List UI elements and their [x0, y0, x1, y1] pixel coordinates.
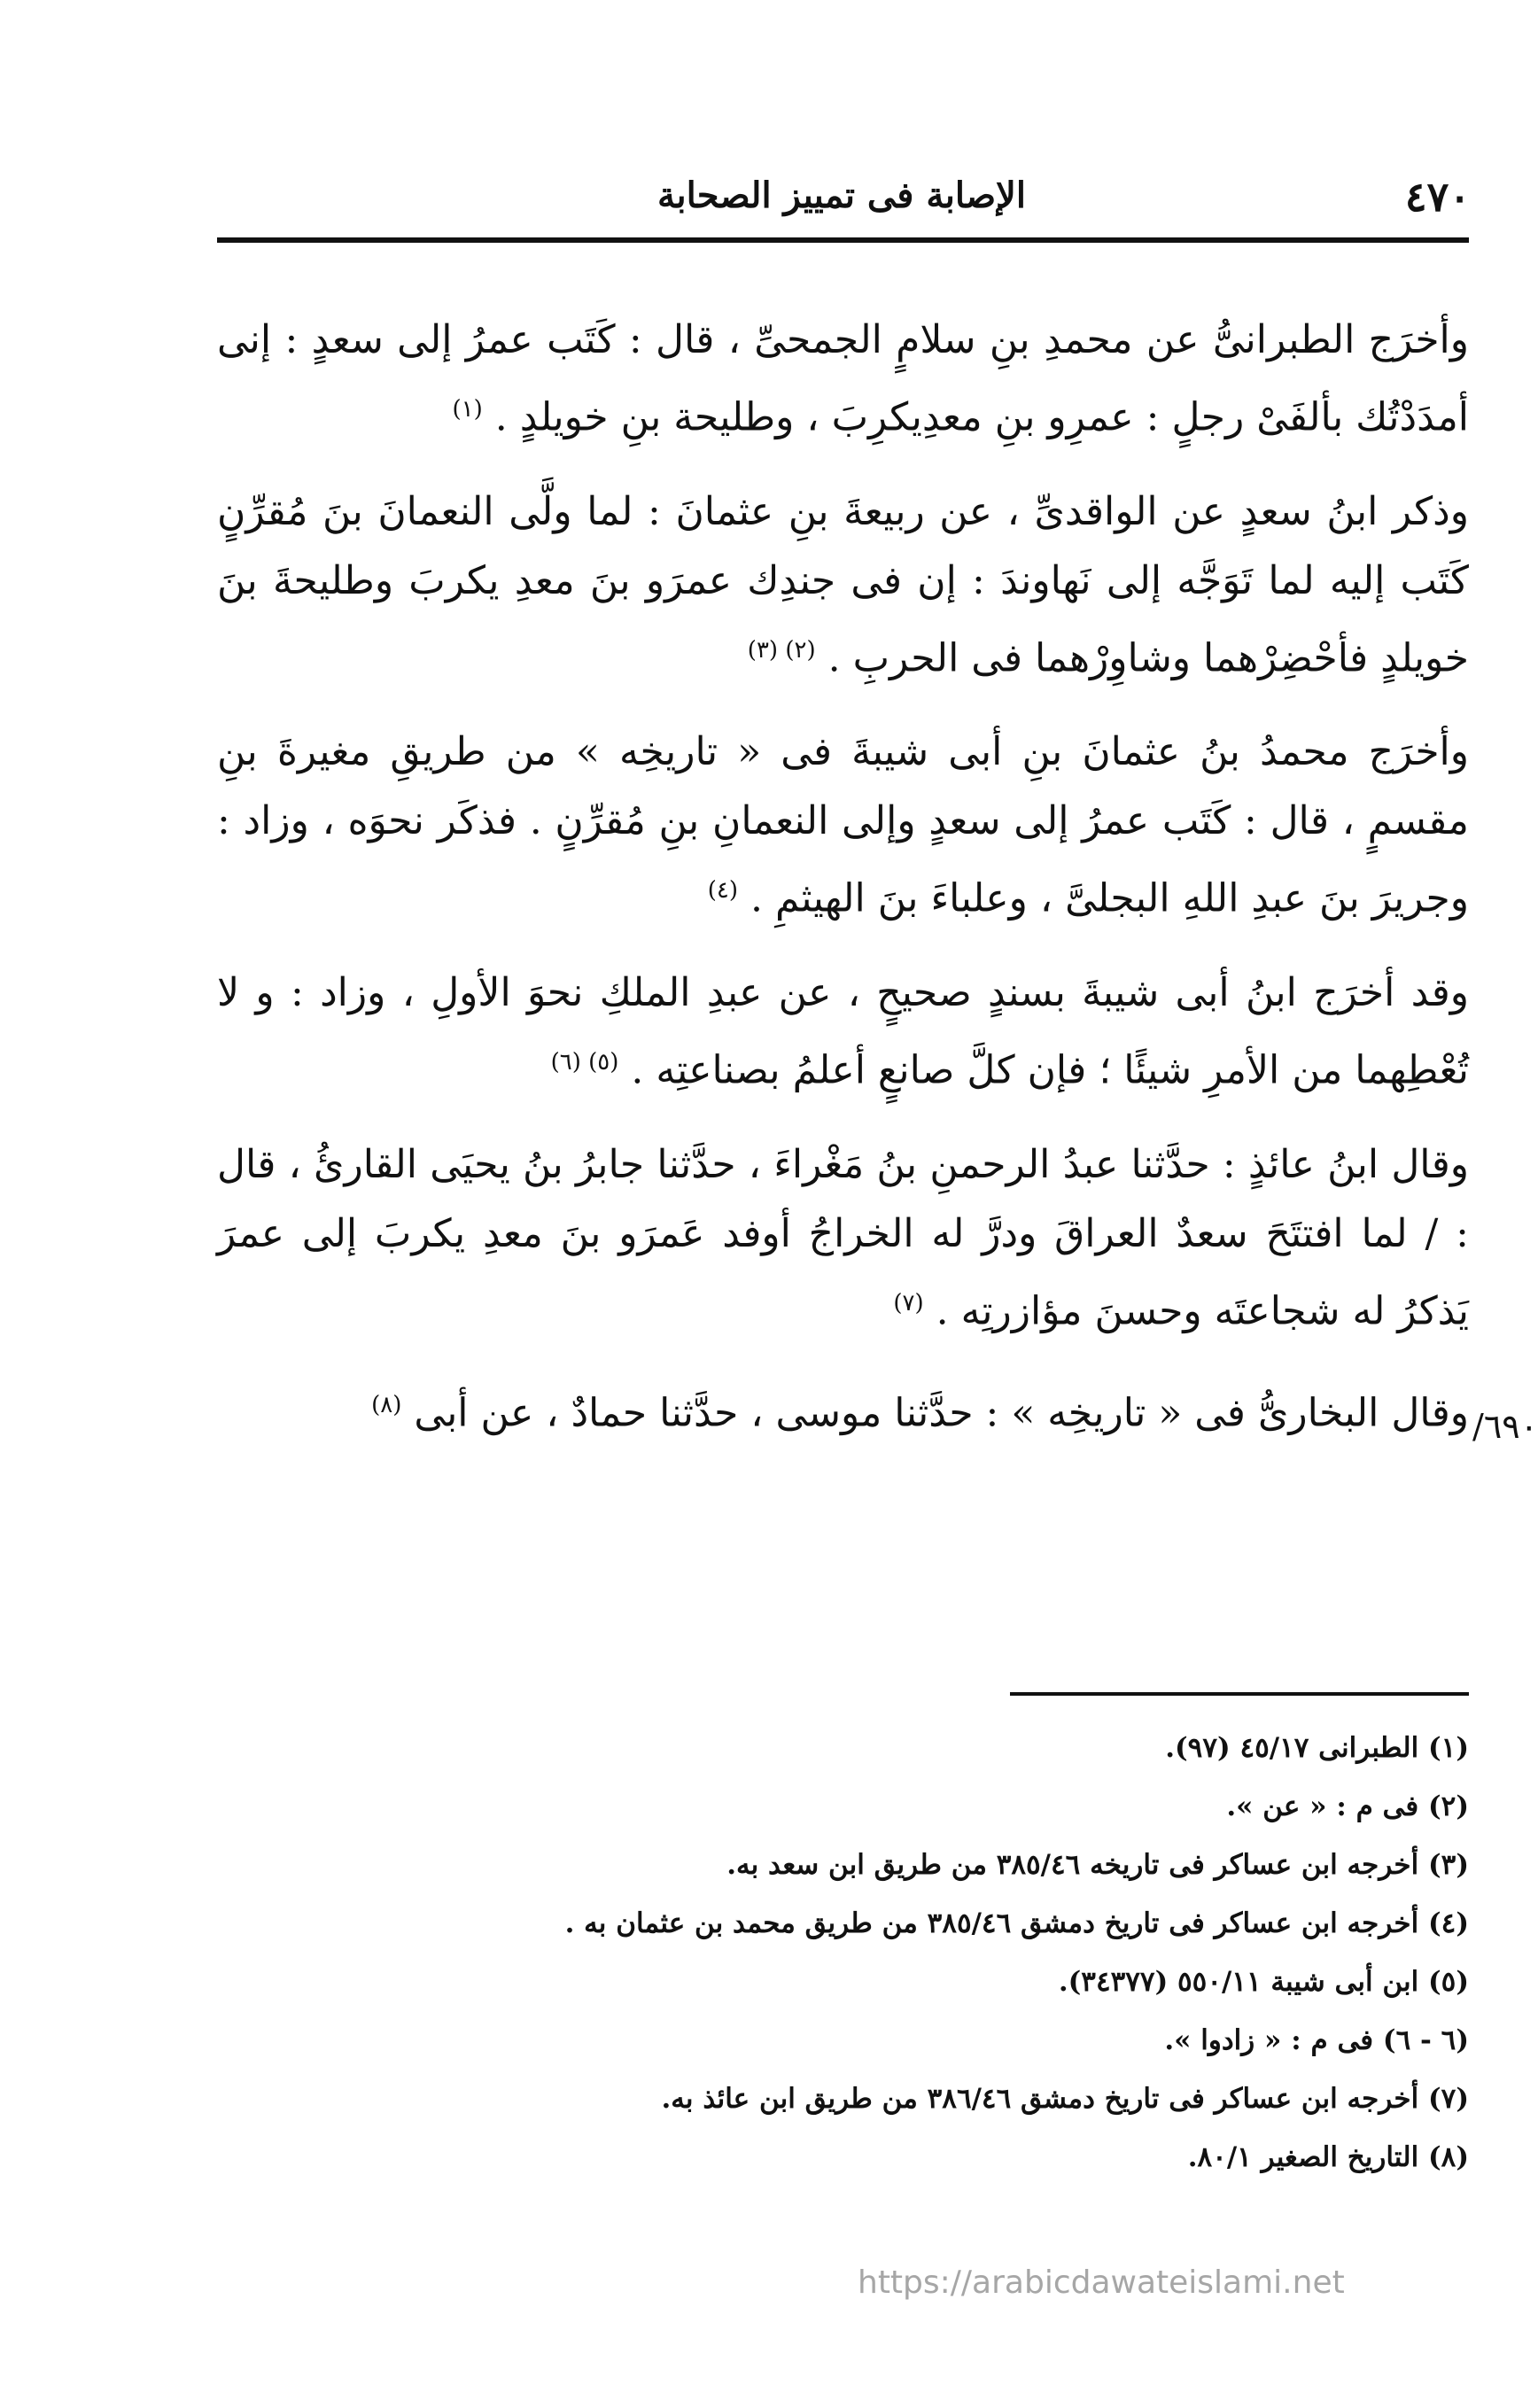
footnote-4: (٤) أخرجه ابن عساكر فى تاريخ دمشق ٣٨٥/٤٦ من طريق محمد بن عثمان به .: [564, 1907, 1469, 1939]
paragraph-text: وقال البخارىُّ فى « تاريخِه » : حدَّثنا موسى ، حدَّثنا حمادٌ ، عن أبى: [414, 1390, 1469, 1436]
paragraph-5: [217, 1130, 1469, 1347]
footnote-7: (٧) أخرجه ابن عساكر فى تاريخ دمشق ٣٨٦/٤٦ من طريق ابن عائذ به.: [661, 2083, 1469, 2115]
paragraph-text: وقد أخرَج ابنُ أبى شيبةَ بسندٍ صحيحٍ ، عن عبدِ الملكِ نحوَ الأولِ ، وزاد : و لا تُعْطِهما من الأمرِ شيئًا ؛ فإن كلَّ صانعٍ أعلمُ بصناعتِه .: [217, 969, 1469, 1093]
paragraph-text: وقال ابنُ عائذٍ : حدَّثنا عبدُ الرحمنِ بنُ مَغْراءَ ، حدَّثنا جابرُ بنُ يحيَى القارئُ ، قال : / لما افتتَحَ سعدٌ العراقَ ودرَّ له الخراجُ أوفد عَمرَو بنَ معدِ يكربَ إلى عمرَ يَذكرُ له شجاعتَه وحسنَ مؤازرتِه .: [217, 1141, 1469, 1334]
book-title: الإصابة فى تمييز الصحابة: [657, 175, 1026, 216]
footnote-ref: (١): [452, 396, 483, 423]
footnote-ref: (٧): [893, 1289, 924, 1317]
footnote-5: (٥) ابن أبى شيبة ٥٥٠/١١ (٣٤٣٧٧).: [1058, 1966, 1469, 1998]
margin-page-marker: ٦٩٠/: [1472, 1407, 1538, 1446]
footnote-ref: (٤): [707, 877, 739, 905]
main-text: [217, 306, 1469, 1473]
paragraph-4: [217, 959, 1469, 1106]
paragraph-6: [217, 1371, 1469, 1449]
paragraph-2: [217, 478, 1469, 694]
footnote-ref: (٨): [371, 1392, 402, 1419]
footnote-ref: (٢) (٣): [747, 636, 816, 664]
footnote-3: (٣) أخرجه ابن عساكر فى تاريخه ٣٨٥/٤٦ من طريق ابن سعد به.: [726, 1849, 1469, 1881]
page-header: [213, 173, 1471, 235]
footnote-separator: [1010, 1692, 1469, 1696]
footnote-2: (٢) فى م : « عن ».: [1226, 1790, 1469, 1822]
paragraph-text: وأخرَج الطبرانىُّ عن محمدِ بنِ سلامٍ الجمحىِّ ، قال : كَتَب عمرُ إلى سعدٍ : إنى أمدَدْتُك بألفَىْ رجلٍ : عمرِو بنِ معدِيكرِبَ ، وطليحة بنِ خويلدٍ .: [217, 317, 1469, 440]
page-number: ٤٧٠: [1404, 173, 1471, 221]
header-rule: [217, 237, 1469, 243]
footnote-ref: (٥) (٦): [550, 1048, 619, 1076]
paragraph-1: [217, 306, 1469, 453]
footnotes: [217, 1719, 1469, 2187]
footnote-8: (٨) التاريخ الصغير ٨٠/١.: [1187, 2141, 1469, 2173]
paragraph-3: [217, 718, 1469, 934]
paragraph-text: وذكر ابنُ سعدٍ عن الواقدىِّ ، عن ربيعةَ بنِ عثمانَ : لما ولَّى النعمانَ بنَ مُقرِّنٍ كَتَب إليه لما تَوَجَّه إلى نَهاوندَ : إن فى جندِك عمرَو بنَ معدِ يكربَ وطليحةَ بنَ خويلدٍ فأحْضِرْهما وشاوِرْهما فى الحربِ .: [217, 488, 1469, 681]
watermark-url: https://arabicdawateislami.net: [858, 2264, 1345, 2301]
footnote-1: (١) الطبرانى ٤٥/١٧ (٩٧).: [1165, 1732, 1469, 1764]
footnote-6: (٦ - ٦) فى م : « زادوا ».: [1164, 2024, 1469, 2056]
paragraph-text: وأخرَج محمدُ بنُ عثمانَ بنِ أبى شيبةَ فى « تاريخِه » من طريقِ مغيرةَ بنِ مقسمٍ ، قال : كَتَب عمرُ إلى سعدٍ وإلى النعمانِ بنِ مُقرِّنٍ . فذكَر نحوَه ، وزاد : وجريرَ بنَ عبدِ اللهِ البجلىَّ ، وعلباءَ بنَ الهيثمِ .: [217, 729, 1469, 921]
